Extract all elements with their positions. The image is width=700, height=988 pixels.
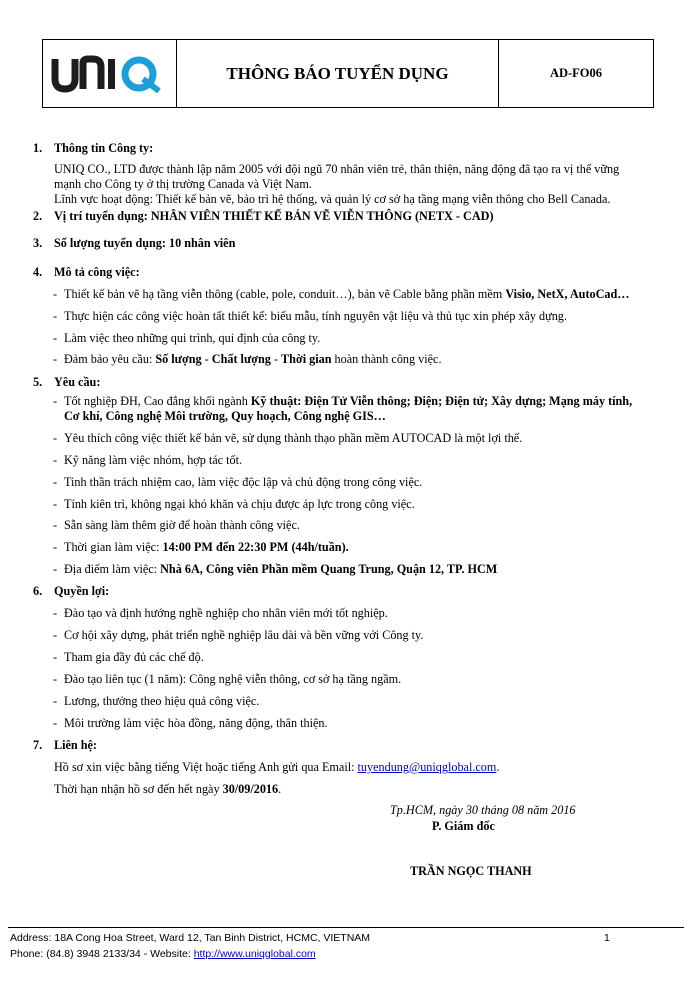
uniq-logo-icon [51,51,169,97]
bullet-dash: - [53,716,58,730]
bullet-dash: - [53,562,58,576]
footer-contact: Phone: (84.8) 3948 2133/34 - Website: http://www.uniqglobal.com [10,948,316,960]
company-info-line-3: Lĩnh vực hoạt động: Thiết kế bản vẽ, bảo trì hệ thống, và quản lý cơ sở hạ tầng mạng viễn thông cho Bell Canada. [54,192,611,206]
job-desc-item-3: Làm việc theo những qui trình, qui định của công ty. [64,331,321,345]
section-7-number: 7. [33,738,43,752]
requirement-item-3: Kỹ năng làm việc nhóm, hợp tác tốt. [64,453,243,467]
contact-line-1: Hồ sơ xin việc bằng tiếng Việt hoặc tiếng Anh gửi qua Email: tuyendung@uniqglobal.com. [54,760,500,774]
footer-divider [8,927,684,928]
section-1-number: 1. [33,141,43,155]
bullet-dash: - [53,352,58,366]
bullet-dash: - [53,453,58,467]
bullet-dash: - [53,694,58,708]
email-link[interactable]: tuyendung@uniqglobal.com [357,760,497,774]
bullet-dash: - [53,431,58,445]
company-logo [43,40,177,107]
document-header [42,39,654,108]
job-desc-item-1: Thiết kế bản vẽ hạ tầng viễn thông (cable, pole, conduit…), bản vẽ Cable bằng phần mềm Visio, NetX, AutoCad… [64,287,630,301]
bullet-dash: - [53,287,58,301]
bullet-dash: - [53,518,58,532]
requirement-item-1-cont: Cơ khí, Công nghệ Môi trường, Quy hoạch, Công nghệ GIS… [64,409,386,423]
bullet-dash: - [53,540,58,554]
requirement-item-1: Tốt nghiệp ĐH, Cao đẳng khối ngành Kỹ thuật: Điện Tử Viễn thông; Điện; Điện tử; Xây dựng; Mạng máy tính, [64,394,633,408]
section-4-title: Mô tả công việc: [54,265,140,279]
signature-date: Tp.HCM, ngày 30 tháng 08 năm 2016 [390,803,576,817]
form-code: AD-FO06 [549,66,603,80]
benefit-item-6: Môi trường làm việc hòa đồng, năng động, thân thiện. [64,716,328,730]
company-info-line-2: mạnh cho Công ty ở thị trường Canada và Việt Nam. [54,177,312,191]
requirement-item-8: Địa điểm làm việc: Nhà 6A, Công viên Phần mềm Quang Trung, Quận 12, TP. HCM [64,562,498,576]
bullet-dash: - [53,394,58,408]
section-5-number: 5. [33,375,43,389]
signatory-name: TRẦN NGỌC THANH [410,864,532,878]
benefit-item-5: Lương, thưởng theo hiệu quả công việc. [64,694,260,708]
bullet-dash: - [53,497,58,511]
section-4-number: 4. [33,265,43,279]
section-6-number: 6. [33,584,43,598]
benefit-item-2: Cơ hội xây dựng, phát triển nghề nghiệp lâu dài và bền vững với Công ty. [64,628,424,642]
page-title: THÔNG BÁO TUYỂN DỤNG [177,40,499,107]
requirement-item-4: Tinh thần trách nhiệm cao, làm việc độc lập và chủ động trong công việc. [64,475,423,489]
requirement-item-2: Yêu thích công việc thiết kế bản vẽ, sử dụng thành thạo phần mềm AUTOCAD là một lợi thế. [64,431,523,445]
section-1-title: Thông tin Công ty: [54,141,154,155]
bullet-dash: - [53,331,58,345]
section-2-number: 2. [33,209,43,223]
section-2-title: Vị trí tuyển dụng: NHÂN VIÊN THIẾT KẾ BẢN VẼ VIỄN THÔNG (NETX - CAD) [54,209,494,223]
bullet-dash: - [53,606,58,620]
contact-line-2: Thời hạn nhận hồ sơ đến hết ngày 30/09/2016. [54,782,282,796]
requirement-item-5: Tính kiên trì, không ngại khó khăn và chịu được áp lực trong công việc. [64,497,415,511]
benefit-item-1: Đào tạo và định hướng nghề nghiệp cho nhân viên mới tốt nghiệp. [64,606,388,620]
logo-text: UNIQ [50,50,53,52]
bullet-dash: - [53,475,58,489]
footer-address: Address: 18A Cong Hoa Street, Ward 12, Tan Binh District, HCMC, VIETNAM [10,932,371,944]
section-3-title: Số lượng tuyển dụng: 10 nhân viên [54,236,236,250]
job-desc-item-2: Thực hiện các công việc hoàn tất thiết kế: biểu mẫu, tính nguyên vật liệu và thủ tục xin phép xây dựng. [64,309,567,323]
website-link[interactable]: http://www.uniqglobal.com [193,948,316,960]
bullet-dash: - [53,672,58,686]
benefit-item-4: Đào tạo liên tục (1 năm): Công nghệ viễn thông, cơ sở hạ tầng ngầm. [64,672,402,686]
requirement-item-6: Sẵn sàng làm thêm giờ để hoàn thành công việc. [64,518,300,532]
signature-role: P. Giám đốc [432,819,495,833]
requirement-item-7: Thời gian làm việc: 14:00 PM đến 22:30 PM (44h/tuần). [64,540,349,554]
page-number: 1 [604,932,610,944]
bullet-dash: - [53,628,58,642]
section-5-title: Yêu cầu: [54,375,101,389]
job-desc-item-4: Đảm bảo yêu cầu: Số lượng - Chất lượng - Thời gian hoàn thành công việc. [64,352,442,366]
bullet-dash: - [53,309,58,323]
bullet-dash: - [53,650,58,664]
section-6-title: Quyền lợi: [54,584,110,598]
section-3-number: 3. [33,236,43,250]
benefit-item-3: Tham gia đầy đủ các chế độ. [64,650,204,664]
company-info-line-1: UNIQ CO., LTD được thành lập năm 2005 với đội ngũ 70 nhân viên trẻ, thân thiện, năng động đã tạo ra vị thế vững [54,162,620,176]
section-7-title: Liên hệ: [54,738,97,752]
